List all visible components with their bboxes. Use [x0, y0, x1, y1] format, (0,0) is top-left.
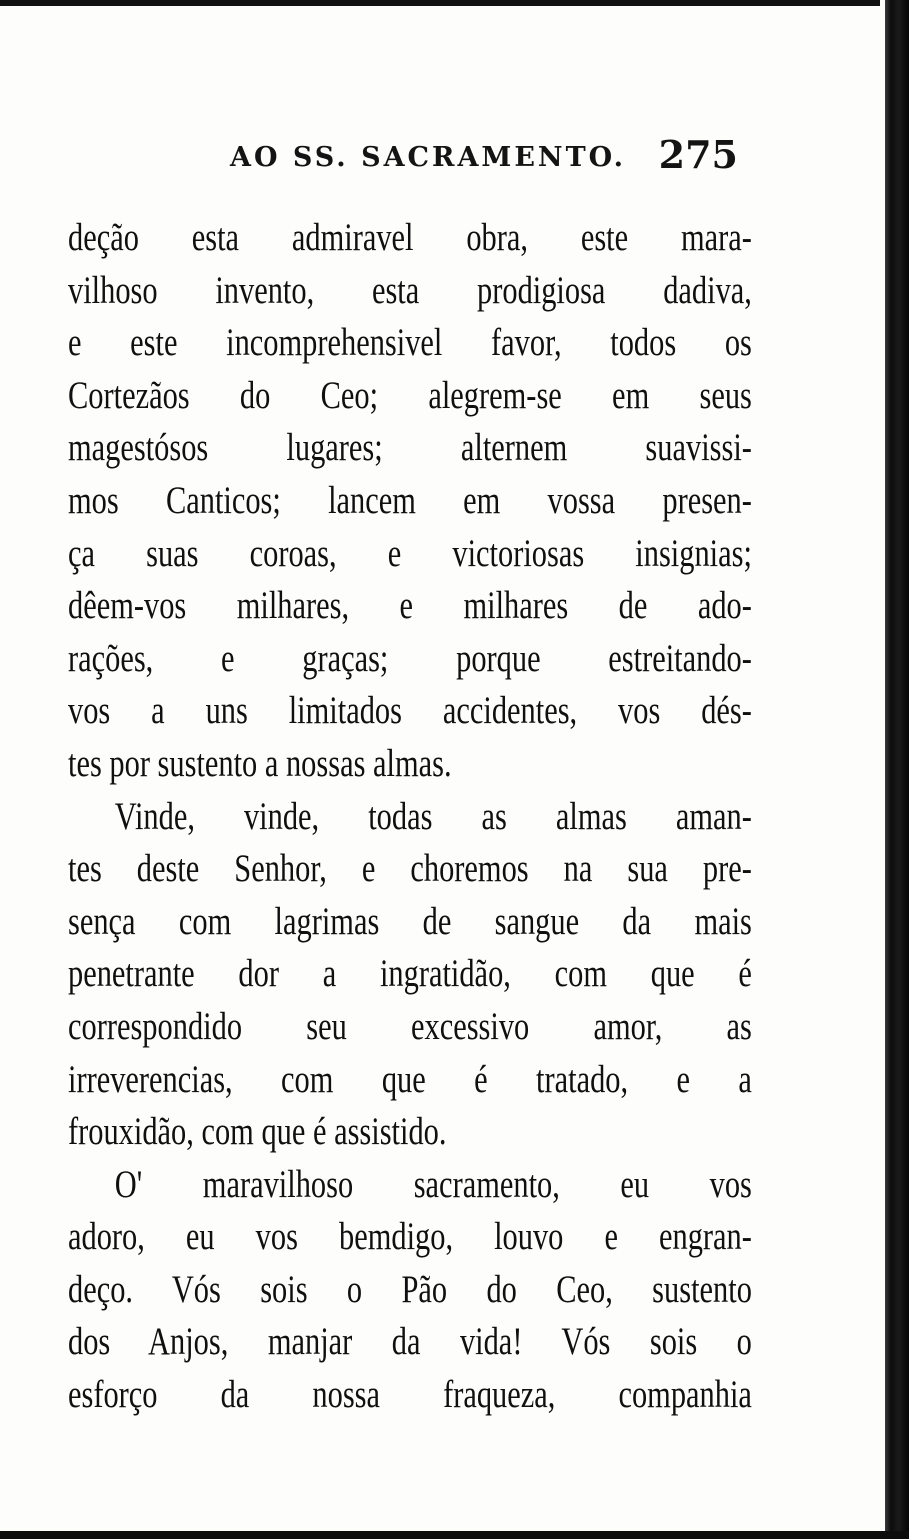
- text-line: irreverencias, com que é tratado, e a: [68, 1057, 752, 1101]
- paragraph-start-line: Vinde, vinde, todas as almas aman-: [114, 794, 752, 838]
- text-line: tes deste Senhor, e choremos na sua pre-: [68, 847, 752, 891]
- text-line: sença com lagrimas de sangue da mais: [68, 899, 752, 943]
- text-line: vilhoso invento, esta prodigiosa dadiva,: [68, 268, 752, 312]
- text-line: magestósos lugares; alternem suavissi-: [68, 426, 752, 470]
- running-head: AO SS. SACRAMENTO.: [230, 142, 627, 173]
- text-line: dos Anjos, manjar da vida! Vós sois o: [68, 1320, 752, 1364]
- page-binding-edge-shadow: [885, 0, 909, 1539]
- text-line: ça suas coroas, e victoriosas insignias;: [68, 531, 752, 575]
- text-line: Cortezãos do Ceo; alegrem-se em seus: [68, 373, 752, 417]
- text-line: dêem-vos milhares, e milhares de ado-: [68, 584, 752, 628]
- text-line: vos a uns limitados accidentes, vos dés-: [68, 689, 752, 733]
- page-header: [230, 130, 750, 177]
- text-line: deço. Vós sois o Pão do Ceo, sustento: [68, 1267, 752, 1311]
- text-line: correspondido seu excessivo amor, as: [68, 1004, 752, 1048]
- text-line: deção esta admiravel obra, este mara-: [68, 216, 752, 259]
- page-bottom-edge-shadow: [0, 1531, 909, 1539]
- body-text: [68, 212, 753, 1422]
- text-line: frouxidão, com que é assistido.: [68, 1110, 447, 1154]
- text-line: mos Canticos; lancem em vossa presen-: [68, 478, 752, 522]
- text-line: penetrante dor a ingratidão, com que é: [68, 952, 752, 996]
- text-line: adoro, eu vos bemdigo, louvo e engran-: [68, 1215, 752, 1259]
- page-top-edge-shadow: [0, 0, 880, 6]
- text-line: tes por sustento a nossas almas.: [68, 741, 452, 785]
- text-line: e este incomprehensivel favor, todos os: [68, 321, 752, 365]
- page-number: 275: [658, 132, 738, 177]
- text-line: esforço da nossa fraqueza, companhia: [68, 1373, 752, 1417]
- text-line: rações, e graças; porque estreitando-: [68, 636, 752, 680]
- paragraph-start-line: O' maravilhoso sacramento, eu vos: [114, 1162, 752, 1206]
